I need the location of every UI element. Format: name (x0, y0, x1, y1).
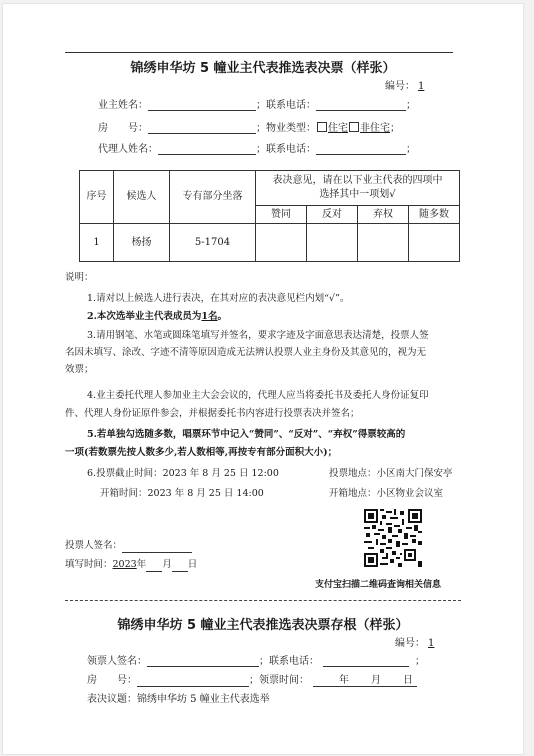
row-candidate: 杨扬 (114, 224, 170, 262)
property-type-options (316, 123, 390, 134)
note-3-line-3: 效票； (65, 364, 94, 375)
agent-name-field[interactable] (158, 143, 256, 155)
vote-agree-cell[interactable] (256, 224, 307, 262)
agent-name-label: 代理人姓名： (98, 144, 158, 155)
note-2-pre: 2.本次选举业主代表成员为 (87, 311, 202, 322)
agent-row (98, 140, 416, 155)
ballot-page (2, 3, 524, 755)
note-4-line-1: 4.业主委托代理人参加业主大会会议的，代理人应当将委托书及委托人身份证复印 (87, 390, 429, 401)
table-row (80, 224, 460, 262)
ballot-title: 锦绣申华坊 5 幢业主代表推选表决票（样张） (130, 61, 396, 76)
fill-month-suffix: 月 (162, 559, 172, 570)
cut-line (65, 600, 461, 601)
vote-table (79, 170, 460, 262)
fill-date-row (65, 557, 197, 572)
non-residential-label: 非住宅 (360, 123, 390, 134)
room-field[interactable] (148, 122, 256, 134)
serial-number: 1 (418, 81, 425, 92)
stub-phone-field[interactable] (323, 655, 409, 667)
stub-room-row (87, 671, 417, 687)
fill-date-label: 填写时间： (65, 559, 113, 570)
note-3-line-2: 名因未填写、涂改、字迹不清等原因造成无法辨认投票人业主身份及其意见的，视为无 (65, 347, 427, 358)
fill-day-field[interactable] (172, 560, 188, 572)
owner-row (98, 96, 416, 111)
stub-serial-label: 编号： (395, 638, 425, 649)
qr-caption: 支付宝扫描二维码查询相关信息 (315, 580, 442, 590)
voter-sign-field[interactable] (122, 541, 192, 553)
non-residential-checkbox[interactable] (349, 122, 359, 132)
col-opinion: 表决意见，请在以下业主代表的四项中选择其中一项划√ (256, 171, 460, 206)
vote-location: 投票地点：小区南大门保安亭 (329, 468, 453, 479)
agent-phone-field[interactable] (316, 143, 406, 155)
agent-phone-label: ；联系电话： (256, 144, 316, 155)
vote-oppose-cell[interactable] (307, 224, 358, 262)
notes-title: 说明： (65, 272, 94, 283)
qr-code-icon (364, 509, 422, 567)
stub-end-mark: ； (415, 656, 425, 667)
open-location: 开箱地点：小区物业会议室 (329, 488, 444, 499)
owner-name-field[interactable] (148, 99, 256, 111)
vote-deadline: 6.投票截止时间：2023 年 8 月 25 日 12:00 (87, 468, 279, 479)
room-label: 房 号： (98, 123, 148, 134)
stub-year-suffix: 年 (339, 675, 349, 686)
phone-label: ；联系电话： (256, 100, 316, 111)
end-mark: ； (406, 144, 416, 155)
opt-oppose: 反对 (307, 206, 358, 224)
fill-day-suffix: 日 (187, 559, 198, 570)
note-5-line-1: 5.若单独勾选随多数，唱票环节中记入“赞同”、“反对”、“弃权”得票较高的 (87, 429, 406, 440)
note-2-post: 。 (217, 311, 228, 322)
fill-year-suffix: 年 (136, 559, 147, 570)
owner-name-label: 业主姓名： (98, 100, 148, 111)
stub-phone-label: ；联系电话： (259, 656, 319, 667)
col-seq: 序号 (80, 171, 114, 224)
stub-title: 锦绣申华坊 5 幢业主代表推选表决票存根（样张） (117, 618, 409, 633)
stub-month-suffix: 月 (371, 675, 381, 686)
vote-follow-cell[interactable] (409, 224, 460, 262)
serial-label: 编号： (385, 81, 415, 92)
col-unit: 专有部分坐落 (170, 171, 256, 224)
row-seq: 1 (80, 224, 114, 262)
note-1: 1.请对以上候选人进行表决，在其对应的表决意见栏内划“√”。 (87, 293, 350, 304)
note-2-count: 1名 (201, 311, 218, 322)
end-mark: ； (406, 100, 416, 111)
opt-agree: 赞同 (256, 206, 307, 224)
collector-field[interactable] (147, 655, 259, 667)
note-2 (87, 309, 227, 324)
ballot-serial (385, 77, 424, 92)
room-row (98, 119, 400, 134)
vote-abstain-cell[interactable] (358, 224, 409, 262)
table-header-row (80, 171, 460, 206)
stub-serial-number: 1 (428, 638, 435, 649)
voter-sign-row (65, 538, 192, 553)
residential-label: 住宅 (328, 123, 348, 134)
note-5-line-2: 一项(若数票先按人数多少,若人数相等,再按专有部分面积大小)； (65, 447, 338, 458)
end-mark: ； (390, 123, 400, 134)
row-unit: 5-1704 (170, 224, 256, 262)
note-3-line-1: 3.请用钢笔、水笔或圆珠笔填写并签名，要求字迹及字面意思表达清楚，投票人签 (87, 330, 429, 341)
stub-room-field[interactable] (137, 675, 249, 687)
phone-field[interactable] (316, 99, 406, 111)
stub-day-suffix: 日 (403, 675, 413, 686)
top-rule (65, 52, 453, 53)
col-candidate: 候选人 (114, 171, 170, 224)
opt-abstain: 弃权 (358, 206, 409, 224)
fill-month-field[interactable] (146, 560, 162, 572)
stub-topic: 表决议题：锦绣申华坊 5 幢业主代表选举 (87, 694, 270, 705)
residential-checkbox[interactable] (317, 122, 327, 132)
stub-date-label: ；领票时间： (249, 675, 309, 686)
stub-serial (395, 634, 434, 649)
voter-sign-label: 投票人签名： (65, 540, 123, 551)
property-type-label: ；物业类型： (256, 123, 316, 134)
opt-follow-majority: 随多数 (409, 206, 460, 224)
open-time: 开箱时间：2023 年 8 月 25 日 14:00 (100, 488, 264, 499)
fill-year[interactable]: 2023 (112, 559, 137, 570)
note-4-line-2: 件、代理人身份证原件参会，并根据委托书内容进行投票表决并签名； (65, 408, 360, 419)
stub-collector-row (87, 652, 425, 667)
stub-date-field[interactable] (313, 671, 417, 687)
collector-label: 领票人签名： (87, 656, 147, 667)
stub-room-label: 房 号： (87, 675, 137, 686)
